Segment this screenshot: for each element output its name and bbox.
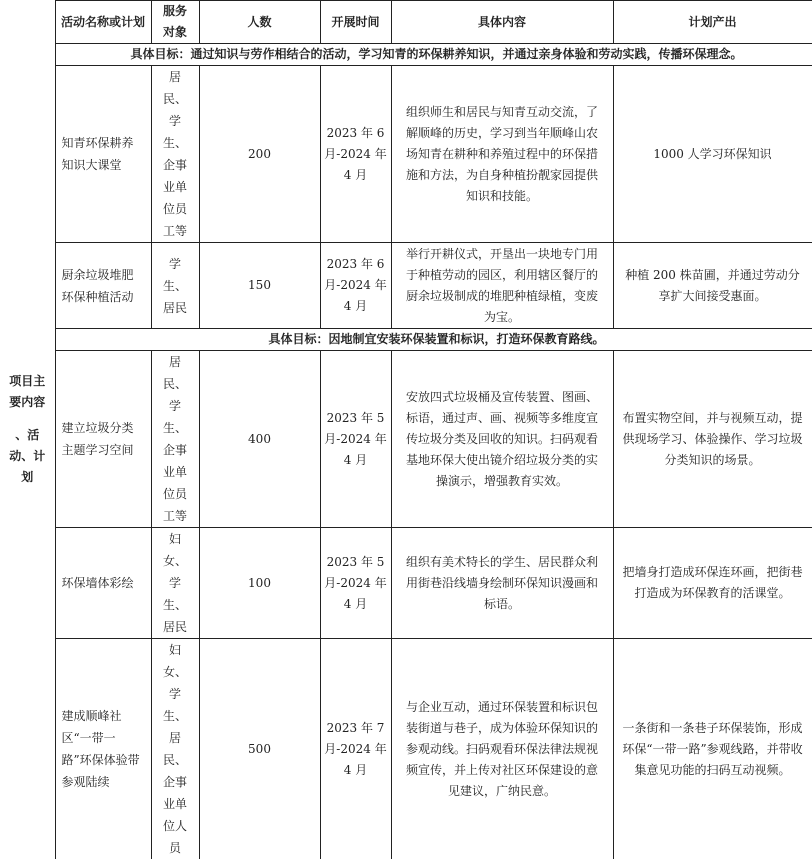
activity-name: 环保墙体彩绘 <box>55 528 151 639</box>
section-label: 项目主 要内容 、活 动、计 划 <box>0 1 55 859</box>
content-cell: 组织有美术特长的学生、居民群众利用街巷沿线墙身绘制环保知识漫画和标语。 <box>391 528 613 639</box>
time-cell: 2023 年 5 月-2024 年 4 月 <box>320 528 391 639</box>
count-cell: 150 <box>199 243 320 329</box>
header-output: 计划产出 <box>613 1 812 44</box>
content-cell: 组织师生和居民与知青互动交流，了解顺峰的历史，学习到当年顺峰山农场知青在耕种和养殖过程中的环保措施和方法，为自身种植扮靓家园提供知识和技能。 <box>391 66 613 243</box>
activity-name: 建成顺峰社区“一带一路”环保体验带参观陆续 <box>55 639 151 859</box>
goal-row <box>0 44 812 66</box>
time-cell: 2023 年 5 月-2024 年 4 月 <box>320 351 391 528</box>
output-cell: 种植 200 株苗圃，并通过劳动分享扩大间接受惠面。 <box>613 243 812 329</box>
audience-cell: 妇 女、 学 生、 居民 <box>151 528 199 639</box>
header-row <box>0 1 812 44</box>
count-cell: 500 <box>199 639 320 859</box>
audience-cell: 妇 女、 学 生、 居 民、 企事 业单 位人 员 <box>151 639 199 859</box>
activity-name: 知青环保耕养知识大课堂 <box>55 66 151 243</box>
time-cell: 2023 年 7 月-2024 年 4 月 <box>320 639 391 859</box>
output-cell: 1000 人学习环保知识 <box>613 66 812 243</box>
activity-name: 厨余垃圾堆肥环保种植活动 <box>55 243 151 329</box>
table-row <box>0 243 812 329</box>
time-cell: 2023 年 6 月-2024 年 4 月 <box>320 66 391 243</box>
goal-row <box>0 329 812 351</box>
content-cell: 举行开耕仪式，开垦出一块地专门用于种植劳动的园区，利用辖区餐厅的厨余垃圾制成的堆肥种植绿植，变废为宝。 <box>391 243 613 329</box>
time-cell: 2023 年 6 月-2024 年 4 月 <box>320 243 391 329</box>
output-cell: 把墙身打造成环保连环画，把街巷打造成为环保教育的活课堂。 <box>613 528 812 639</box>
audience-cell: 居 民、 学 生、 企事 业单 位员 工等 <box>151 351 199 528</box>
output-cell: 一条街和一条巷子环保装饰，形成环保“一带一路”参观线路，并带收集意见功能的扫码互动视频。 <box>613 639 812 859</box>
goal-text: 具体目标：因地制宜安装环保装置和标识，打造环保教育路线。 <box>55 329 812 351</box>
goal-text: 具体目标：通过知识与劳作相结合的活动，学习知青的环保耕养知识，并通过亲身体验和劳动实践，传播环保理念。 <box>55 44 812 66</box>
table-row <box>0 66 812 243</box>
audience-cell: 居 民、 学 生、 企事 业单 位员 工等 <box>151 66 199 243</box>
content-cell: 安放四式垃圾桶及宣传装置、图画、标语，通过声、画、视频等多维度宣传垃圾分类及回收的知识。扫码观看基地环保大使出镜介绍垃圾分类的实操演示，增强教育实效。 <box>391 351 613 528</box>
count-cell: 200 <box>199 66 320 243</box>
header-count: 人数 <box>199 1 320 44</box>
audience-cell: 学 生、 居民 <box>151 243 199 329</box>
activity-name: 建立垃圾分类主题学习空间 <box>55 351 151 528</box>
count-cell: 400 <box>199 351 320 528</box>
count-cell: 100 <box>199 528 320 639</box>
header-content: 具体内容 <box>391 1 613 44</box>
table-row <box>0 528 812 639</box>
content-cell: 与企业互动，通过环保装置和标识包装街道与巷子，成为体验环保知识的参观动线。扫码观看环保法律法规视频宣传，并上传对社区环保建设的意见建议，广纳民意。 <box>391 639 613 859</box>
table-row <box>0 639 812 859</box>
header-activity: 活动名称或计划 <box>55 1 151 44</box>
output-cell: 布置实物空间，并与视频互动，提供现场学习、体验操作、学习垃圾分类知识的场景。 <box>613 351 812 528</box>
header-time: 开展时间 <box>320 1 391 44</box>
header-audience: 服务对象 <box>151 1 199 44</box>
table-row <box>0 351 812 528</box>
